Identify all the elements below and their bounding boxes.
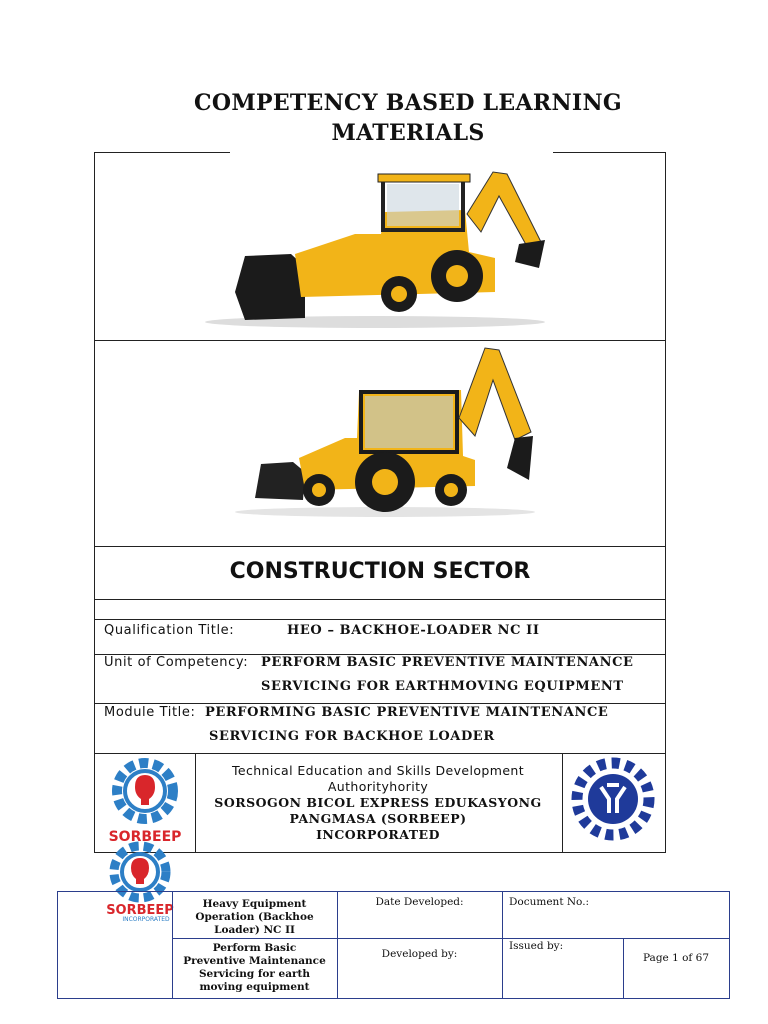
organization-text [195, 763, 561, 843]
module-value-line-1: PERFORMING BASIC PREVENTIVE MAINTENANCE [205, 705, 609, 720]
document-no-label: Document No.: [509, 896, 590, 908]
sector-title: CONSTRUCTION SECTOR [229, 559, 531, 584]
module-value-line-2: SERVICING FOR BACKHOE LOADER [209, 729, 495, 744]
unit-of-competency-row [94, 653, 666, 704]
unit-value-line-2: SERVICING FOR EARTHMOVING EQUIPMENT [261, 679, 624, 694]
course-line-2: Operation (Backhoe [195, 911, 314, 923]
org-line-1: Technical Education and Skills Development [231, 763, 525, 778]
col-divider-3 [502, 892, 503, 998]
backhoe-image-cell-1 [94, 152, 666, 341]
sorbeep-logo-text: SORBEEP [108, 829, 182, 845]
module-title-cell [172, 942, 337, 994]
module-line-3: Servicing for earth [198, 968, 311, 980]
document-control-table [57, 891, 730, 999]
module-title-row [94, 703, 666, 754]
developed-by-label: Developed by: [381, 948, 458, 960]
unit-label: Unit of Competency: [104, 655, 249, 670]
date-developed-label: Date Developed: [375, 896, 464, 908]
title-line-2: MATERIALS [331, 120, 485, 146]
backhoe-loader-image-1 [95, 152, 665, 340]
sector-banner [94, 546, 666, 600]
backhoe-image-cell-2 [94, 340, 666, 547]
qualification-row [94, 619, 666, 655]
tesda-logo [563, 753, 665, 852]
org-line-4: PANGMASA (SORBEEP) [289, 811, 467, 826]
course-title-cell [172, 898, 337, 937]
course-line-3: Loader) NC II [214, 924, 295, 936]
document-title [120, 88, 696, 148]
title-line-1: COMPETENCY BASED LEARNING [194, 90, 622, 116]
page-number: Page 1 of 67 [642, 952, 710, 964]
org-line-3: SORSOGON BICOL EXPRESS EDUKASYONG [214, 795, 542, 810]
unit-value-line-1: PERFORM BASIC PREVENTIVE MAINTENANCE [261, 655, 634, 670]
col-divider-4 [623, 938, 624, 998]
module-line-4: moving equipment [199, 981, 310, 993]
sector-spacer [94, 598, 666, 620]
qualification-value: HEO – BACKHOE-LOADER NC II [287, 623, 540, 638]
module-line-2: Preventive Maintenance [183, 955, 326, 967]
sorbeep-footer-logo-sub: INCORPORATED [122, 916, 170, 922]
module-line-1: Perform Basic [212, 942, 297, 954]
row-divider [172, 938, 729, 939]
qualification-label: Qualification Title: [104, 623, 235, 638]
tesda-logo-cell [562, 753, 665, 852]
backhoe-loader-image-2 [95, 340, 665, 546]
course-line-1: Heavy Equipment [202, 898, 307, 910]
issued-by-label: Issued by: [509, 940, 564, 952]
sorbeep-footer-logo-text: SORBEEP [106, 903, 174, 918]
module-label: Module Title: [104, 705, 196, 720]
org-line-5: INCORPORATED [316, 827, 440, 842]
org-line-2: Authorityhority [327, 779, 429, 794]
